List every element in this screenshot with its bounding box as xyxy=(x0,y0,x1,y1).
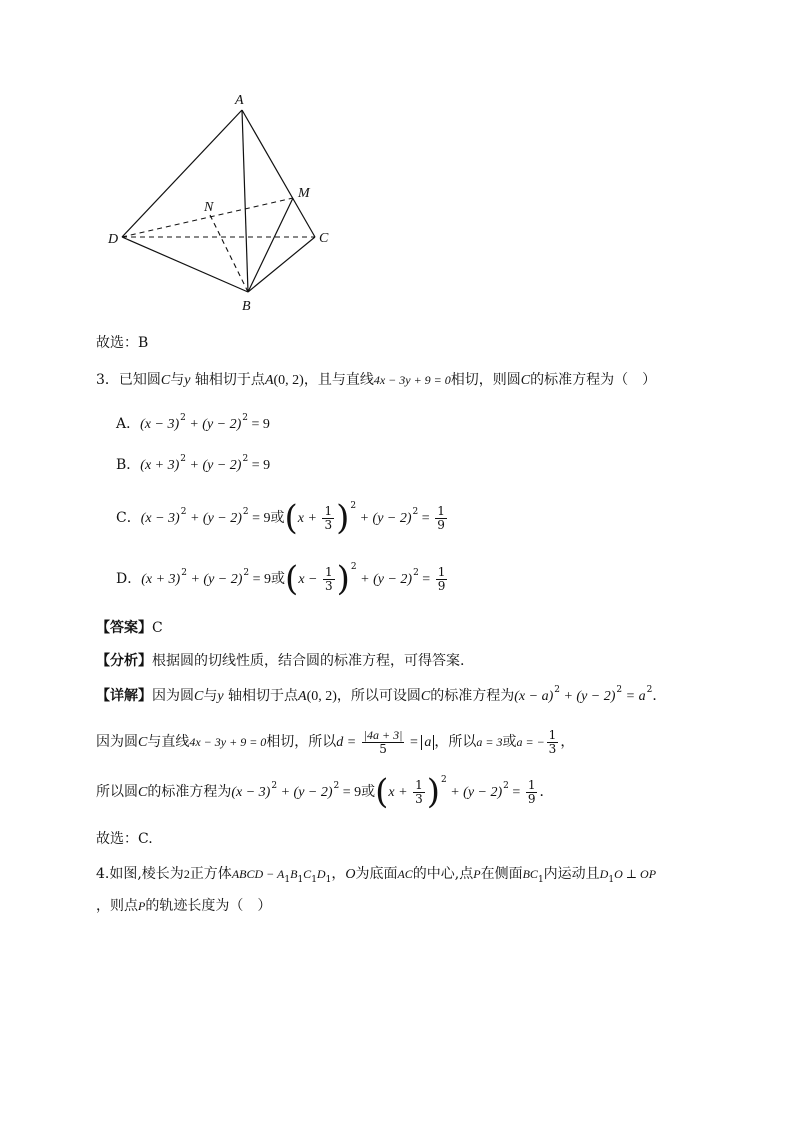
q3-detail-3: 所以圆C的标准方程为$(x - 3)^2 + (y - 2)^2 = 9$或(x + $\frac{1}{3}$ )$^2 + (y - 2)^2$ = $\frac{1}{9}$ ． xyxy=(96,772,554,812)
label-C: C xyxy=(319,231,329,246)
q3-option-c: C．$(x - 3)^2 + (y - 2)^2 = 9$或(x + $\frac{1}{3}$ )$^2 + (y - 2)^2$ = $\frac{1}{9}$ xyxy=(116,498,445,538)
q2-choice: 故选：B xyxy=(96,335,149,351)
q3-analysis: 【分析】根据圆的切线性质，结合圆的标准方程，可得答案. xyxy=(96,653,465,669)
edge-AB xyxy=(242,110,248,292)
q4-stem-line2: ，则点P的轨迹长度为（ ） xyxy=(96,898,272,914)
q3-stem: 3．已知圆C与y 轴相切于点A(0, 2)，且与直线4x − 3y + 9 = 0相切，则圆C的标准方程为（ ） xyxy=(96,372,657,388)
q4-stem-line1: 4.如图,棱长为2正方体ABCD − $A_1B_1C_1D_1$，O为底面AC的中心,点P在侧面$BC_1$内运动且$D_1O$ ⊥ OP xyxy=(96,866,657,885)
label-N: N xyxy=(204,200,214,215)
q3-option-a: A．$(x - 3)^2 + (y - 2)^2 = 9$ xyxy=(116,413,270,432)
label-D: D xyxy=(108,232,119,247)
q3-answer: 【答案】C xyxy=(96,620,163,636)
q3-detail-1: 【详解】因为圆C与y 轴相切于点A(0, 2)，所以可设圆C的标准方程为$(x - a)^2 + (y - 2)^2 = a^2$． xyxy=(96,685,667,704)
edge-AD xyxy=(122,110,242,237)
q3-option-d: D．$(x + 3)^2 + (y - 2)^2 = 9$或(x − $\frac{1}{3}$ )$^2 + (y - 2)^2$ = $\frac{1}{9}$ xyxy=(116,559,446,599)
label-A: A xyxy=(235,93,244,108)
edge-NB-hidden xyxy=(210,215,248,292)
q3-option-b: B．$(x + 3)^2 + (y - 2)^2 = 9$ xyxy=(116,454,271,473)
tetrahedron-figure xyxy=(100,85,340,320)
edge-AC xyxy=(242,110,315,237)
edge-DB xyxy=(122,237,248,292)
q3-choice: 故选：C. xyxy=(96,831,153,847)
edge-MB xyxy=(248,198,293,292)
edge-CB xyxy=(248,237,315,292)
label-B: B xyxy=(242,299,251,314)
label-M: M xyxy=(298,186,310,201)
q3-detail-2: 因为圆C与直线4x − 3y + 9 = 0相切，所以d = $\frac{|4a + 3|}{5}$ = a ，所以a = 3或a = − $\frac{1}{3}$ ， xyxy=(96,727,575,756)
